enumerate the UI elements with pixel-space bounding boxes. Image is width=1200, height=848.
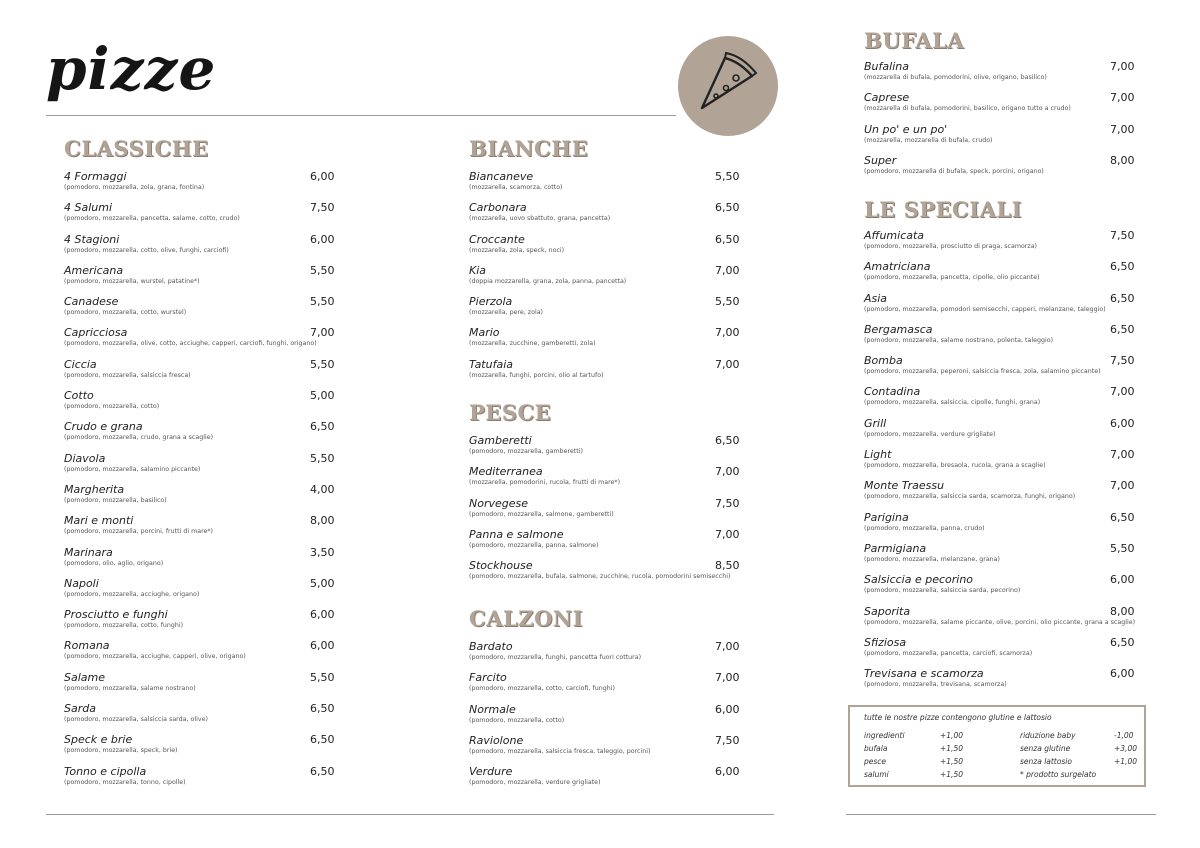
item-price: 5,50 <box>310 451 335 465</box>
item-price: 8,00 <box>1110 153 1135 167</box>
item-name: Monte Traessu <box>864 479 945 493</box>
item-name: Pierzola <box>469 295 513 309</box>
item-description: (pomodoro, mozzarella, crudo, grana a scaglie) <box>64 434 214 442</box>
menu-item <box>46 702 346 733</box>
menu-item <box>846 154 1146 185</box>
notes-label: riduzione baby <box>1020 731 1076 740</box>
item-name: Napoli <box>64 576 99 590</box>
item-description: (mozzarella, scamorza, cotto) <box>469 184 563 191</box>
item-price: 8,00 <box>1110 604 1135 618</box>
item-description: (pomodoro, mozzarella, cotto) <box>64 403 160 411</box>
menu-item <box>846 511 1146 542</box>
item-description: (pomodoro, mozzarella, trevisana, scamorza) <box>864 681 1007 689</box>
item-name: Bergamasca <box>864 322 933 336</box>
item-name: Americana <box>64 263 124 277</box>
menu-item <box>846 417 1146 448</box>
item-price: 6,00 <box>715 702 740 716</box>
menu-item <box>451 640 751 671</box>
notes-label: bufala <box>864 744 888 753</box>
menu-list-pesce <box>451 434 751 590</box>
menu-item <box>846 385 1146 416</box>
item-name: Kia <box>469 263 487 277</box>
item-price: 7,50 <box>715 733 740 747</box>
menu-item <box>846 448 1146 479</box>
notes-label: senza lattosio <box>1020 757 1072 766</box>
item-description: (pomodoro, mozzarella, cotto, wurstel) <box>64 309 187 317</box>
item-price: 8,00 <box>310 514 335 528</box>
menu-item <box>451 358 751 389</box>
item-description: (doppia mozzarella, grana, zola, panna, pancetta) <box>469 277 627 285</box>
title-divider <box>46 115 676 116</box>
item-description: (pomodoro, mozzarella, salame piccante, olive, porcini, olio piccante, grana a scaglie) <box>864 618 1136 626</box>
notes-label: pesce <box>864 757 887 766</box>
menu-item <box>46 452 346 483</box>
item-price: 8,50 <box>715 559 740 573</box>
notes-value: +1,50 <box>940 757 963 766</box>
menu-item <box>46 608 346 639</box>
section-title-speciali: LE SPECIALI <box>864 197 1022 222</box>
item-description: (mozzarella, zola, speck, noci) <box>469 246 565 254</box>
item-description: (pomodoro, mozzarella, bresaola, rucola, grana a scaglie) <box>864 462 1046 470</box>
item-description: (mozzarella, zucchine, gamberetti, zola) <box>469 340 596 348</box>
item-description: (mozzarella di bufala, pomodorini, basilico, origano tutto a crudo) <box>864 105 1071 113</box>
notes-label: * prodotto surgelato <box>1020 770 1097 779</box>
item-price: 6,50 <box>715 232 740 246</box>
menu-list-bianche <box>451 170 751 389</box>
menu-item <box>451 528 751 559</box>
item-price: 3,50 <box>310 545 335 559</box>
notes-header: tutte le nostre pizze contengono glutine e lattosio <box>864 713 1052 722</box>
item-name: Prosciutto e funghi <box>64 608 168 622</box>
item-name: Light <box>864 448 892 462</box>
item-price: 6,00 <box>1110 573 1135 587</box>
item-price: 6,50 <box>310 702 335 716</box>
item-description: (mozzarella, pere, zola) <box>469 309 544 317</box>
item-price: 7,00 <box>1110 448 1135 462</box>
item-name: Ciccia <box>64 357 97 371</box>
item-description: (pomodoro, mozzarella, salsiccia sarda, scamorza, funghi, origano) <box>864 493 1076 501</box>
item-name: Super <box>864 153 897 167</box>
item-description: (pomodoro, mozzarella, verdure grigliate) <box>864 430 996 438</box>
section-title-pesce: PESCE <box>469 400 552 425</box>
column-right-speciali <box>846 194 1146 698</box>
item-price: 6,50 <box>310 420 335 434</box>
item-name: Salame <box>64 670 106 684</box>
item-price: 6,50 <box>1110 635 1135 649</box>
menu-item <box>46 233 346 264</box>
item-description: (mozzarella, funghi, porcini, olio al tartufo) <box>469 371 604 379</box>
item-description: (pomodoro, mozzarella, panna, crudo) <box>864 524 985 532</box>
notes-label: salumi <box>864 770 889 779</box>
item-name: Gamberetti <box>469 434 532 447</box>
menu-item <box>846 260 1146 291</box>
item-description: (pomodoro, mozzarella, verdure grigliate) <box>469 779 601 787</box>
item-name: Parigina <box>864 510 909 524</box>
menu-item <box>846 605 1146 636</box>
item-price: 7,00 <box>715 465 740 479</box>
item-description: (pomodoro, mozzarella, funghi, pancetta fuori cottura) <box>469 654 642 661</box>
menu-item <box>846 573 1146 604</box>
item-name: Sfiziosa <box>864 635 907 649</box>
item-price: 6,00 <box>310 170 335 183</box>
item-price: 5,50 <box>310 295 335 309</box>
item-name: Capricciosa <box>64 326 128 340</box>
item-price: 6,50 <box>1110 260 1135 274</box>
item-price: 7,00 <box>715 263 740 277</box>
menu-item <box>46 264 346 295</box>
pizza-slice-icon <box>678 36 778 136</box>
item-price: 6,50 <box>1110 322 1135 336</box>
item-name: Crudo e grana <box>64 420 143 434</box>
item-description: (pomodoro, mozzarella, salsiccia fresca, taleggio, porcini) <box>469 747 651 755</box>
item-description: (mozzarella, mozzarella di bufala, crudo) <box>864 136 993 144</box>
item-name: Croccante <box>469 232 525 246</box>
menu-item <box>846 292 1146 323</box>
menu-item <box>846 542 1146 573</box>
item-name: Farcito <box>469 671 507 685</box>
menu-item <box>846 123 1146 154</box>
item-name: Parmigiana <box>864 541 927 555</box>
item-name: Marinara <box>64 545 113 559</box>
item-price: 6,50 <box>310 764 335 778</box>
item-price: 7,00 <box>1110 385 1135 399</box>
menu-item <box>451 233 751 264</box>
menu-item <box>846 60 1146 91</box>
item-name: Normale <box>469 702 516 716</box>
menu-item <box>46 546 346 577</box>
item-name: 4 Stagioni <box>64 232 120 246</box>
menu-item <box>46 514 346 545</box>
item-price: 6,00 <box>310 639 335 653</box>
menu-list-calzoni <box>451 640 751 796</box>
menu-item <box>451 671 751 702</box>
menu-item <box>46 326 346 357</box>
item-description: (pomodoro, mozzarella, salsiccia, cipolle, funghi, grana) <box>864 399 1041 407</box>
item-name: Asia <box>864 291 888 305</box>
menu-item <box>846 636 1146 667</box>
item-price: 6,00 <box>1110 667 1135 681</box>
item-description: (pomodoro, mozzarella, acciughe, capperi, olive, origano) <box>64 653 246 661</box>
item-description: (pomodoro, mozzarella, panna, salmone) <box>469 541 599 549</box>
item-description: (pomodoro, mozzarella, cotto, olive, funghi, carciofi) <box>64 246 229 254</box>
item-name: Un po' e un po' <box>864 122 948 136</box>
menu-item <box>451 703 751 734</box>
item-name: Grill <box>864 416 887 430</box>
menu-item <box>451 201 751 232</box>
menu-item <box>46 295 346 326</box>
item-description: (pomodoro, mozzarella, speck, brie) <box>64 747 178 755</box>
item-price: 7,50 <box>310 201 335 215</box>
item-price: 6,00 <box>310 232 335 246</box>
item-name: Diavola <box>64 451 106 465</box>
item-description: (pomodoro, mozzarella, pancetta, carciofi, scamorza) <box>864 649 1033 657</box>
item-price: 7,00 <box>310 326 335 340</box>
item-description: (pomodoro, mozzarella, salame nostrano, polenta, taleggio) <box>864 336 1054 344</box>
section-title-bufala: BUFALA <box>864 28 965 53</box>
item-description: (pomodoro, mozzarella, salsiccia sarda, pecorino) <box>864 587 1021 595</box>
item-price: 7,00 <box>1110 60 1135 73</box>
column-right-bufala <box>846 25 1146 185</box>
item-price: 7,50 <box>715 496 740 510</box>
menu-item <box>46 170 346 201</box>
item-description: (pomodoro, mozzarella, cotto, carciofi, funghi) <box>469 685 615 693</box>
item-name: Carbonara <box>469 201 527 215</box>
column-middle-calzoni <box>451 603 751 796</box>
item-price: 6,50 <box>715 201 740 215</box>
section-title-classiche: CLASSICHE <box>64 136 209 161</box>
item-name: 4 Formaggi <box>64 170 127 183</box>
item-price: 7,00 <box>715 357 740 371</box>
menu-item <box>46 483 346 514</box>
item-price: 7,00 <box>715 671 740 685</box>
item-price: 7,50 <box>1110 354 1135 368</box>
menu-item <box>46 671 346 702</box>
item-price: 7,00 <box>1110 91 1135 105</box>
menu-item <box>46 358 346 389</box>
column-middle-pesce <box>451 397 751 590</box>
item-description: (pomodoro, mozzarella, bufala, salmone, zucchine, rucola, pomodorini semisecchi) <box>469 573 731 581</box>
item-name: Verdure <box>469 765 513 779</box>
menu-item <box>846 667 1146 698</box>
item-description: (pomodoro, mozzarella, salsiccia fresca) <box>64 371 191 379</box>
item-description: (mozzarella di bufala, pomodorini, olive, origano, basilico) <box>864 74 1047 81</box>
item-name: Bomba <box>864 354 903 368</box>
menu-item <box>46 639 346 670</box>
item-name: Sarda <box>64 702 96 716</box>
item-name: Panna e salmone <box>469 527 564 541</box>
item-name: Mario <box>469 326 500 340</box>
item-description: (pomodoro, mozzarella, prosciutto di praga, scamorza) <box>864 243 1038 250</box>
item-name: Biancaneve <box>469 170 534 183</box>
item-price: 5,50 <box>1110 541 1135 555</box>
menu-item <box>451 465 751 496</box>
item-description: (mozzarella, uovo sbattuto, grana, pancetta) <box>469 215 611 223</box>
notes-value: +1,50 <box>940 744 963 753</box>
item-price: 6,00 <box>1110 416 1135 430</box>
notes-box <box>848 705 1146 787</box>
item-description: (pomodoro, mozzarella, pancetta, cipolle, olio piccante) <box>864 274 1040 282</box>
item-name: Contadina <box>864 385 921 399</box>
item-name: Salsiccia e pecorino <box>864 573 974 587</box>
item-name: Norvegese <box>469 496 529 510</box>
item-price: 5,00 <box>310 576 335 590</box>
item-description: (pomodoro, mozzarella, pomodori semisecchi, capperi, melanzane, taleggio) <box>864 305 1106 313</box>
item-description: (mozzarella, pomodorini, rucola, frutti di mare*) <box>469 479 621 487</box>
item-description: (pomodoro, mozzarella, porcini, frutti di mare*) <box>64 528 214 536</box>
menu-item <box>46 201 346 232</box>
item-price: 5,50 <box>310 357 335 371</box>
item-description: (pomodoro, olio, aglio, origano) <box>64 559 164 567</box>
menu-item <box>46 577 346 608</box>
item-description: (pomodoro, mozzarella, salame nostrano) <box>64 684 196 692</box>
menu-item <box>451 264 751 295</box>
item-price: 7,50 <box>1110 229 1135 242</box>
item-description: (pomodoro, mozzarella, basilico) <box>64 496 167 504</box>
item-price: 6,50 <box>310 733 335 747</box>
notes-label: ingredienti <box>864 731 905 740</box>
item-name: Bufalina <box>864 60 909 73</box>
menu-item <box>451 295 751 326</box>
section-title-bianche: BIANCHE <box>469 136 589 161</box>
item-name: Bardato <box>469 640 513 653</box>
menu-item <box>451 497 751 528</box>
menu-item <box>451 765 751 796</box>
item-price: 6,50 <box>715 434 740 447</box>
menu-item <box>846 354 1146 385</box>
item-description: (pomodoro, mozzarella di bufala, speck, porcini, origano) <box>864 167 1044 175</box>
notes-value: -1,00 <box>1114 731 1134 740</box>
item-name: Tatufaia <box>469 357 513 371</box>
page-title: pizze <box>46 35 217 103</box>
item-description: (pomodoro, mozzarella, zola, grana, fontina) <box>64 184 205 191</box>
menu-item <box>451 434 751 465</box>
notes-value: +3,00 <box>1114 744 1137 753</box>
item-price: 6,00 <box>310 608 335 622</box>
menu-list-bufala <box>846 60 1146 185</box>
item-name: Trevisana e scamorza <box>864 667 984 681</box>
item-name: Amatriciana <box>864 260 931 274</box>
notes-value: +1,00 <box>940 731 963 740</box>
item-price: 7,00 <box>715 640 740 653</box>
item-price: 5,00 <box>310 389 335 403</box>
item-name: Saporita <box>864 604 911 618</box>
item-name: 4 Salumi <box>64 201 113 215</box>
item-name: Tonno e cipolla <box>64 764 147 778</box>
column-middle <box>451 133 751 389</box>
item-name: Mediterranea <box>469 465 543 479</box>
menu-list-classiche <box>46 170 346 796</box>
item-price: 5,50 <box>715 295 740 309</box>
item-price: 5,50 <box>310 263 335 277</box>
item-price: 5,50 <box>715 170 740 183</box>
menu-item <box>451 170 751 201</box>
item-name: Margherita <box>64 482 125 496</box>
menu-item <box>846 91 1146 122</box>
item-price: 4,00 <box>310 482 335 496</box>
item-description: (pomodoro, mozzarella, salsiccia sarda, olive) <box>64 716 208 724</box>
item-description: (pomodoro, mozzarella, cotto) <box>469 716 565 724</box>
item-name: Romana <box>64 639 110 653</box>
notes-value: +1,50 <box>940 770 963 779</box>
menu-item <box>451 734 751 765</box>
item-description: (pomodoro, mozzarella, acciughe, origano) <box>64 590 200 598</box>
menu-item <box>46 733 346 764</box>
item-description: (pomodoro, mozzarella, salmone, gamberetti) <box>469 510 614 518</box>
item-name: Speck e brie <box>64 733 133 747</box>
item-name: Stockhouse <box>469 559 533 573</box>
item-name: Affumicata <box>864 229 925 242</box>
item-price: 7,00 <box>1110 479 1135 493</box>
section-title-calzoni: CALZONI <box>469 606 583 631</box>
item-name: Caprese <box>864 91 910 105</box>
menu-item <box>846 479 1146 510</box>
menu-item <box>451 326 751 357</box>
notes-label: senza glutine <box>1020 744 1071 753</box>
item-description: (pomodoro, mozzarella, melanzane, grana) <box>864 555 1000 563</box>
item-price: 5,50 <box>310 670 335 684</box>
menu-item <box>46 389 346 420</box>
item-description: (pomodoro, mozzarella, gamberetti) <box>469 448 583 455</box>
item-name: Mari e monti <box>64 514 134 528</box>
item-name: Raviolone <box>469 733 524 747</box>
item-price: 7,00 <box>715 527 740 541</box>
item-name: Canadese <box>64 295 119 309</box>
menu-item <box>846 323 1146 354</box>
item-description: (pomodoro, mozzarella, pancetta, salame, cotto, crudo) <box>64 215 240 223</box>
menu-item <box>46 765 346 796</box>
item-price: 6,00 <box>715 765 740 779</box>
menu-item <box>46 420 346 451</box>
item-description: (pomodoro, mozzarella, olive, cotto, acciughe, capperi, carciofi, funghi, origano) <box>64 340 317 348</box>
notes-value: +1,00 <box>1114 757 1137 766</box>
item-price: 7,00 <box>715 326 740 340</box>
menu-list-speciali <box>846 229 1146 698</box>
item-description: (pomodoro, mozzarella, wurstel, patatine*) <box>64 277 200 285</box>
item-description: (pomodoro, mozzarella, cotto, funghi) <box>64 622 184 630</box>
item-price: 7,00 <box>1110 122 1135 136</box>
column-classiche <box>46 133 346 796</box>
item-name: Cotto <box>64 389 94 403</box>
item-price: 6,50 <box>1110 291 1135 305</box>
item-description: (pomodoro, mozzarella, tonno, cipolle) <box>64 778 186 786</box>
pizza-logo <box>678 36 778 136</box>
item-description: (pomodoro, mozzarella, salamino piccante) <box>64 465 201 473</box>
menu-item <box>451 559 751 590</box>
item-price: 6,50 <box>1110 510 1135 524</box>
menu-item <box>846 229 1146 260</box>
item-description: (pomodoro, mozzarella, peperoni, salsiccia fresca, zola, salamino piccante) <box>864 368 1101 376</box>
right-bottom-divider <box>846 814 1156 815</box>
middle-bottom-divider <box>46 814 774 815</box>
